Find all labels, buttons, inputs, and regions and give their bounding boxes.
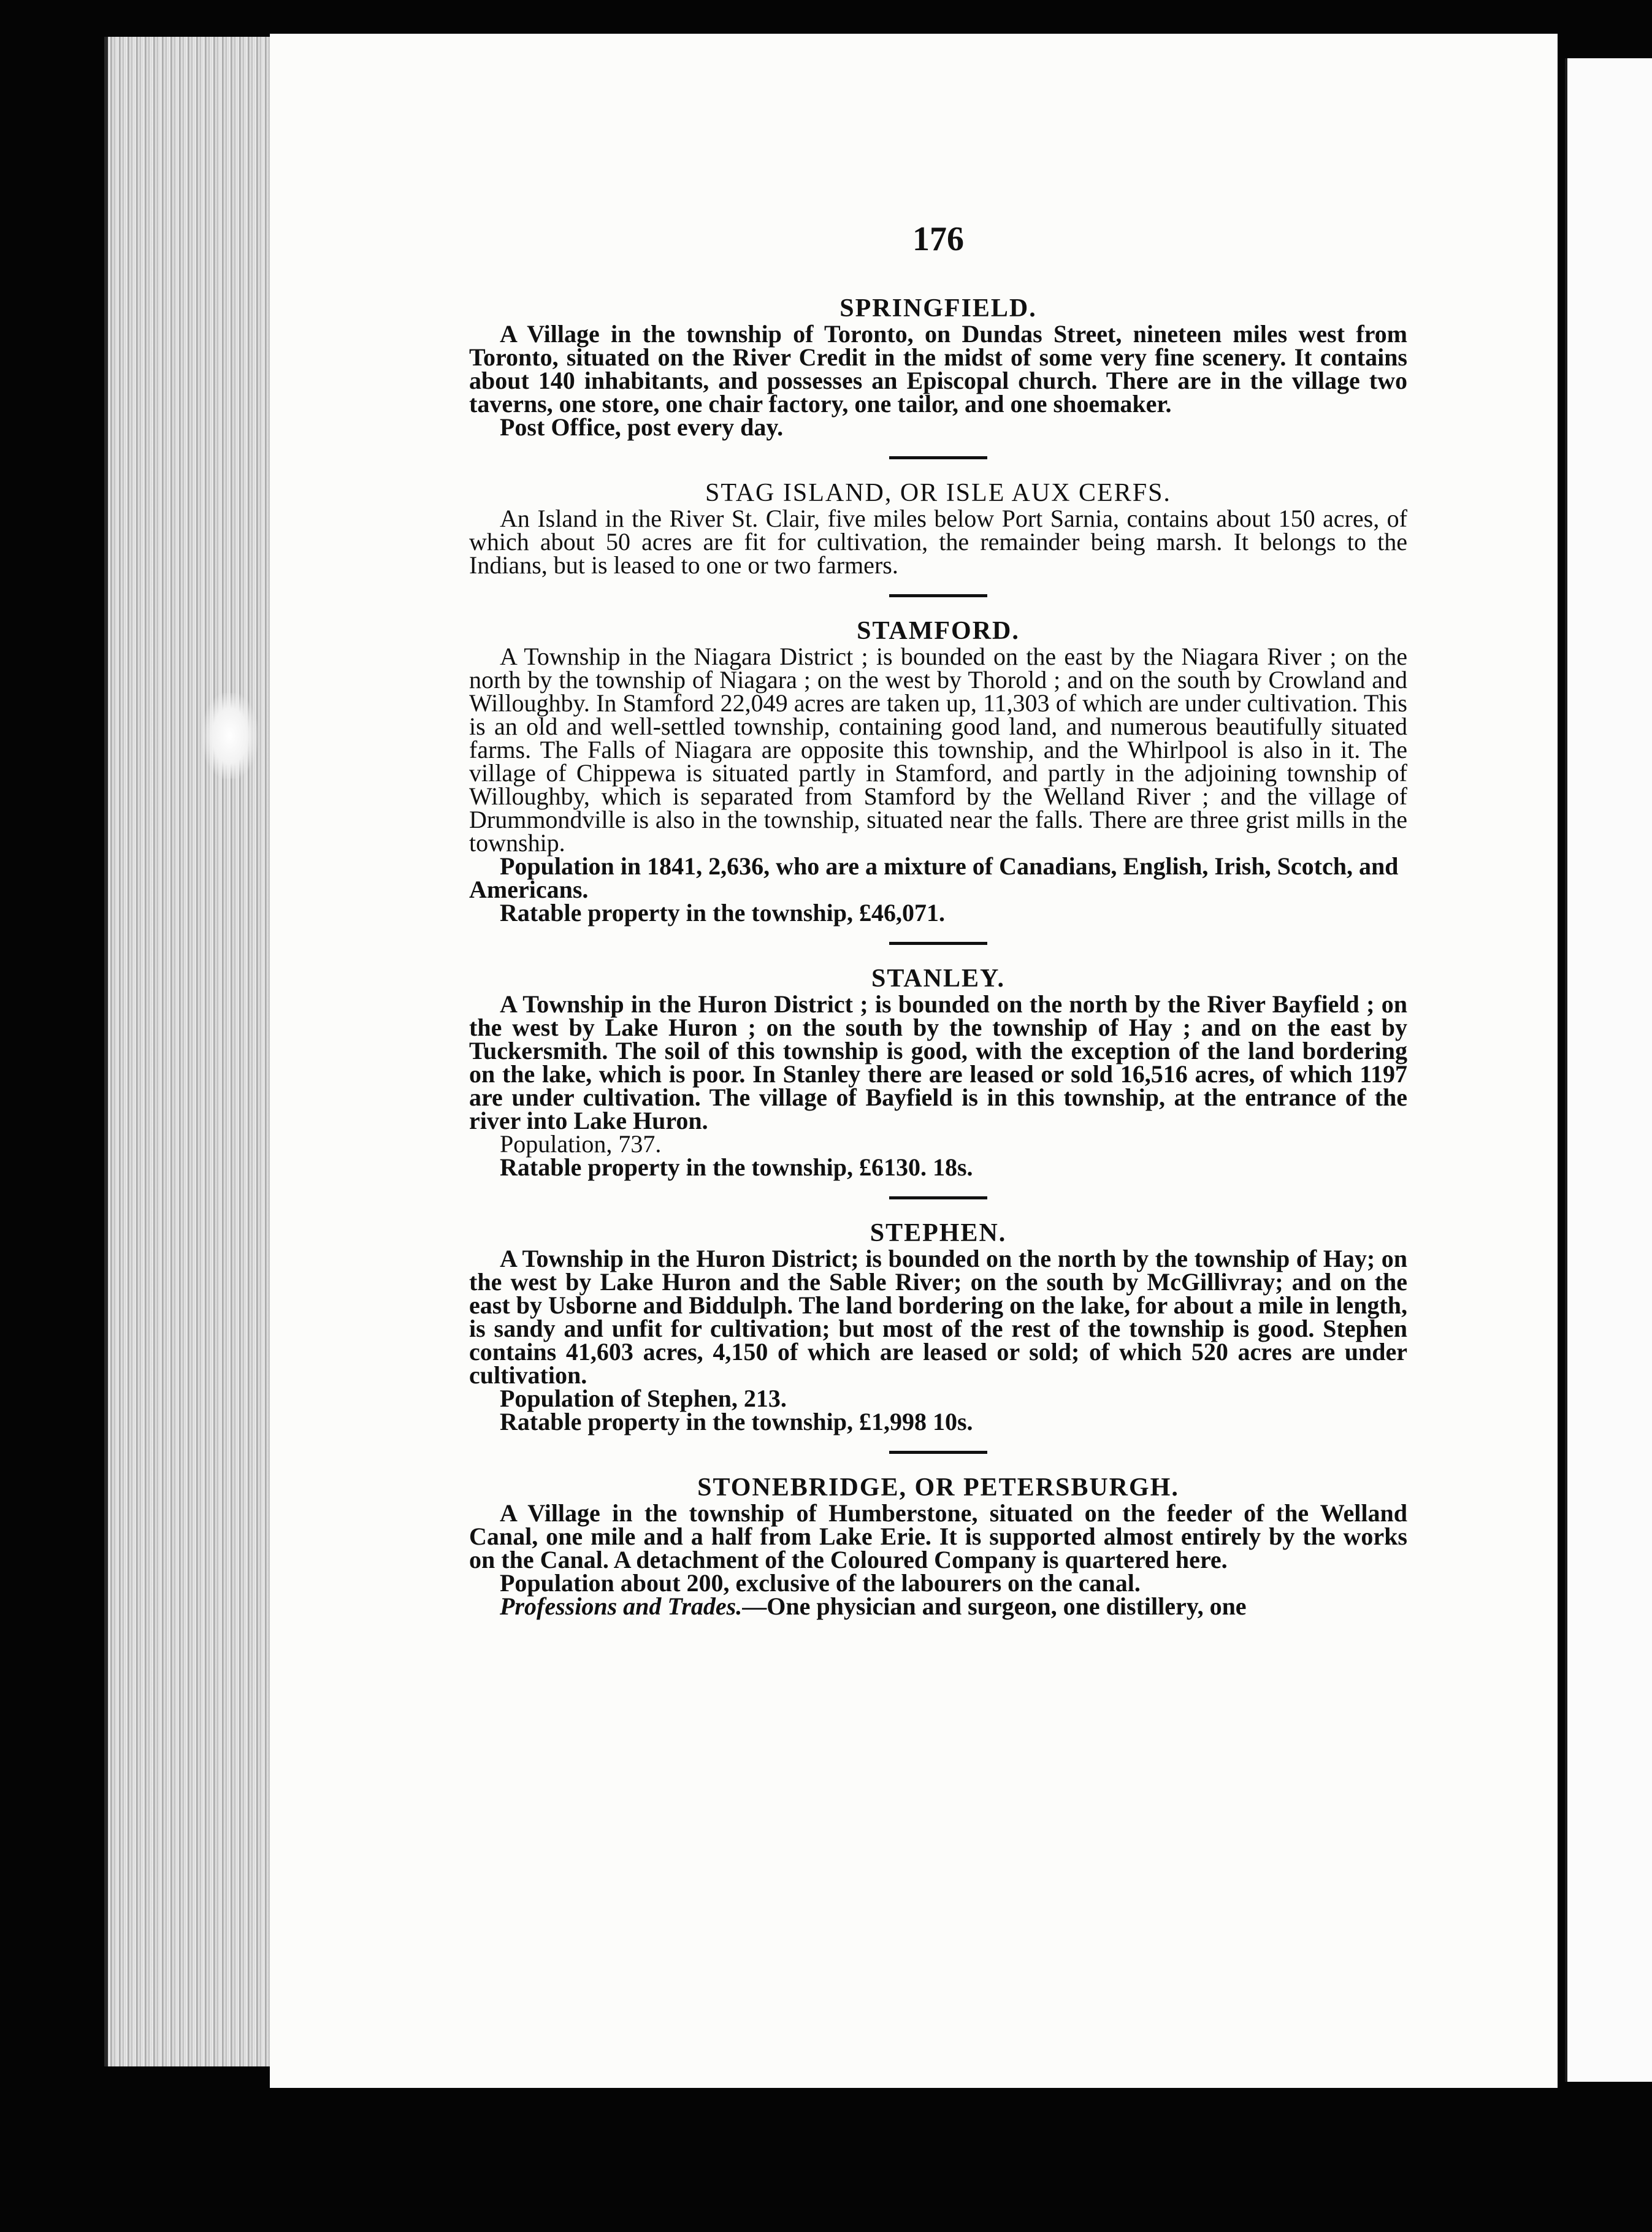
entry-population: Population, 737. — [500, 1130, 662, 1158]
entry-stag-island — [469, 479, 1407, 577]
entry-population: Population in 1841, 2,636, who are a mixture of Canadians, English, Irish, Scotch, and Americans. — [469, 852, 1399, 903]
entry-stanley — [469, 965, 1407, 1179]
entry-body: A Township in the Niagara District ; is bounded on the east by the Niagara River ; on the north by the township of Niagara ; on the west by Thorold ; and on the south by Crowland and Willoughby. In Stamford 22,049 acres are taken up, 11,303 of which are under cultivation. This is an old and well-settled township, containing good land, and numerous beautifully situated farms. The Falls of Niagara are opposite this township, and the Whirlpool is also in it. The village of Chippewa is situated partly in Stamford, and partly in the adjoining township of Willoughby, which is separated from Stamford by the Welland River ; and the village of Drummondville is also in the township, situated near the falls. There are three grist mills in the township. — [469, 643, 1407, 857]
entry-heading: SPRINGFIELD. — [839, 294, 1037, 323]
section-divider — [889, 942, 987, 945]
entry-heading: STEPHEN. — [870, 1219, 1007, 1247]
entry-ratable-property: Ratable property in the township, £1,998 10s. — [500, 1408, 973, 1435]
section-divider — [889, 594, 987, 597]
entry-trades — [469, 1592, 1407, 1620]
entry-population: Population about 200, exclusive of the labourers on the canal. — [500, 1569, 1141, 1597]
entry-body: A Village in the township of Humberstone, situated on the feeder of the Welland Canal, one mile and a half from Lake Erie. It is supported almost entirely by the works on the Canal. A detachment of the Coloured Company is quartered here. — [469, 1499, 1407, 1573]
page-text — [469, 221, 1407, 1618]
entry-note: Post Office, post every day. — [500, 413, 784, 441]
entry-population: Population of Stephen, 213. — [500, 1385, 787, 1412]
entry-springfield — [469, 294, 1407, 439]
section-divider — [889, 1196, 987, 1199]
entry-body: A Township in the Huron District ; is bounded on the north by the River Bayfield ; on the west by Lake Huron ; on the south by the township of Hay ; and on the east by Tuckersmith. The soil of this township is good, with the exception of the land bordering on the lake, which is poor. In Stanley there are leased or sold 16,516 acres, of which 1197 are under cultivation. The village of Bayfield is in this township, at the entrance of the river into Lake Huron. — [469, 990, 1407, 1134]
entry-heading: STAMFORD. — [857, 617, 1020, 645]
entry-heading: STANLEY. — [871, 965, 1005, 993]
entry-stamford — [469, 617, 1407, 925]
section-divider — [889, 1451, 987, 1454]
entry-body: A Township in the Huron District; is bounded on the north by the township of Hay; on the west by Lake Huron and the Sable River; on the south by McGillivray; and on the east by Usborne and Biddulph. The land bordering on the lake, for about a mile in length, is sandy and unfit for cultivation; but most of the rest of the township is good. Stephen contains 41,603 acres, 4,150 of which are leased or sold; of which 520 acres are under cultivation. — [469, 1245, 1407, 1389]
entry-ratable-property: Ratable property in the township, £6130. 18s. — [500, 1153, 973, 1181]
trades-label: Professions and Trades. — [500, 1592, 743, 1620]
section-divider — [889, 456, 987, 459]
entry-body: A Village in the township of Toronto, on Dundas Street, nineteen miles west from Toronto, situated on the River Credit in the midst of some very fine scenery. It contains about 140 inhabitants, and possesses an Episcopal church. There are in the village two taverns, one store, one chair factory, one tailor, and one shoemaker. — [469, 320, 1407, 418]
entry-body: An Island in the River St. Clair, five miles below Port Sarnia, contains about 150 acres, of which about 50 acres are fit for cultivation, the remainder being marsh. It belongs to the Indians, but is leased to one or two farmers. — [469, 505, 1407, 579]
facing-page-edge — [1565, 58, 1652, 2082]
entry-heading: STONEBRIDGE, OR PETERSBURGH. — [697, 1473, 1179, 1502]
entry-stephen — [469, 1219, 1407, 1434]
trades-text: —One physician and surgeon, one distillery, one — [742, 1592, 1247, 1620]
entry-heading: STAG ISLAND, OR ISLE AUX CERFS. — [705, 479, 1171, 507]
paper-stain — [202, 693, 258, 779]
entry-stonebridge — [469, 1473, 1407, 1618]
page-number: 176 — [912, 220, 964, 258]
entry-ratable-property: Ratable property in the township, £46,071. — [500, 899, 945, 927]
